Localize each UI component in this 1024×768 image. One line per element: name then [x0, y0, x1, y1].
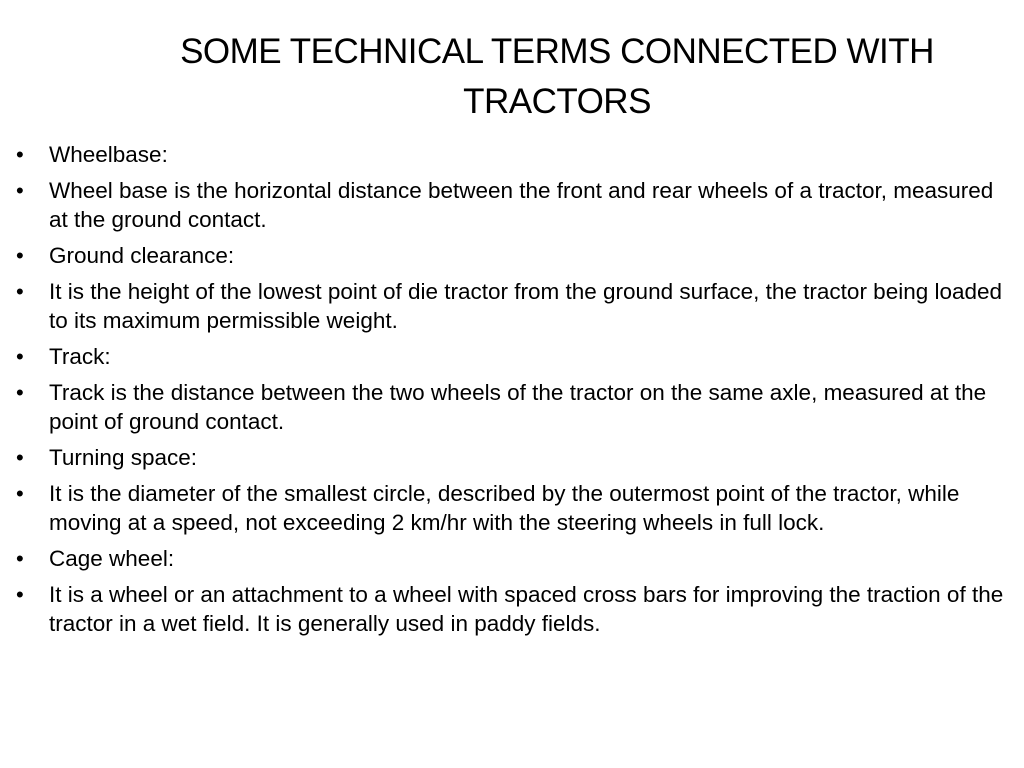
bullet-icon: • — [16, 582, 24, 607]
bullet-icon: • — [16, 481, 24, 506]
bullet-text: Wheel base is the horizontal distance between the front and rear wheels of a tractor, measured at the ground contact. — [49, 178, 994, 232]
bullet-item — [16, 544, 1014, 573]
bullet-item — [16, 342, 1014, 371]
bullet-list — [16, 140, 1014, 645]
bullet-item — [16, 277, 1014, 335]
bullet-icon: • — [16, 178, 24, 203]
bullet-text: It is the height of the lowest point of die tractor from the ground surface, the tractor being loaded to its maximum permissible weight. — [49, 279, 1003, 333]
bullet-text: It is a wheel or an attachment to a wheel with spaced cross bars for improving the traction of the tractor in a wet field. It is generally used in paddy fields. — [49, 582, 1004, 636]
bullet-text: Track: — [49, 344, 111, 369]
bullet-item — [16, 580, 1014, 638]
bullet-item — [16, 140, 1014, 169]
bullet-icon: • — [16, 142, 24, 167]
bullet-item — [16, 378, 1014, 436]
bullet-text: Ground clearance: — [49, 243, 235, 268]
bullet-icon: • — [16, 279, 24, 304]
bullet-item — [16, 479, 1014, 537]
bullet-icon: • — [16, 243, 24, 268]
bullet-icon: • — [16, 344, 24, 369]
slide-title: SOME TECHNICAL TERMS CONNECTED WITH TRACTORS — [180, 32, 934, 121]
bullet-item — [16, 241, 1014, 270]
bullet-text: It is the diameter of the smallest circle, described by the outermost point of the tractor, while moving at a speed, not exceeding 2 km/hr with the steering wheels in full lock. — [49, 481, 960, 535]
bullet-text: Turning space: — [49, 445, 197, 470]
bullet-item — [16, 176, 1014, 234]
bullet-text: Track is the distance between the two wheels of the tractor on the same axle, measured at the point of ground contact. — [49, 380, 987, 434]
bullet-icon: • — [16, 546, 24, 571]
bullet-item — [16, 443, 1014, 472]
bullet-text: Cage wheel: — [49, 546, 175, 571]
bullet-text: Wheelbase: — [49, 142, 168, 167]
bullet-icon: • — [16, 445, 24, 470]
bullet-icon: • — [16, 380, 24, 405]
